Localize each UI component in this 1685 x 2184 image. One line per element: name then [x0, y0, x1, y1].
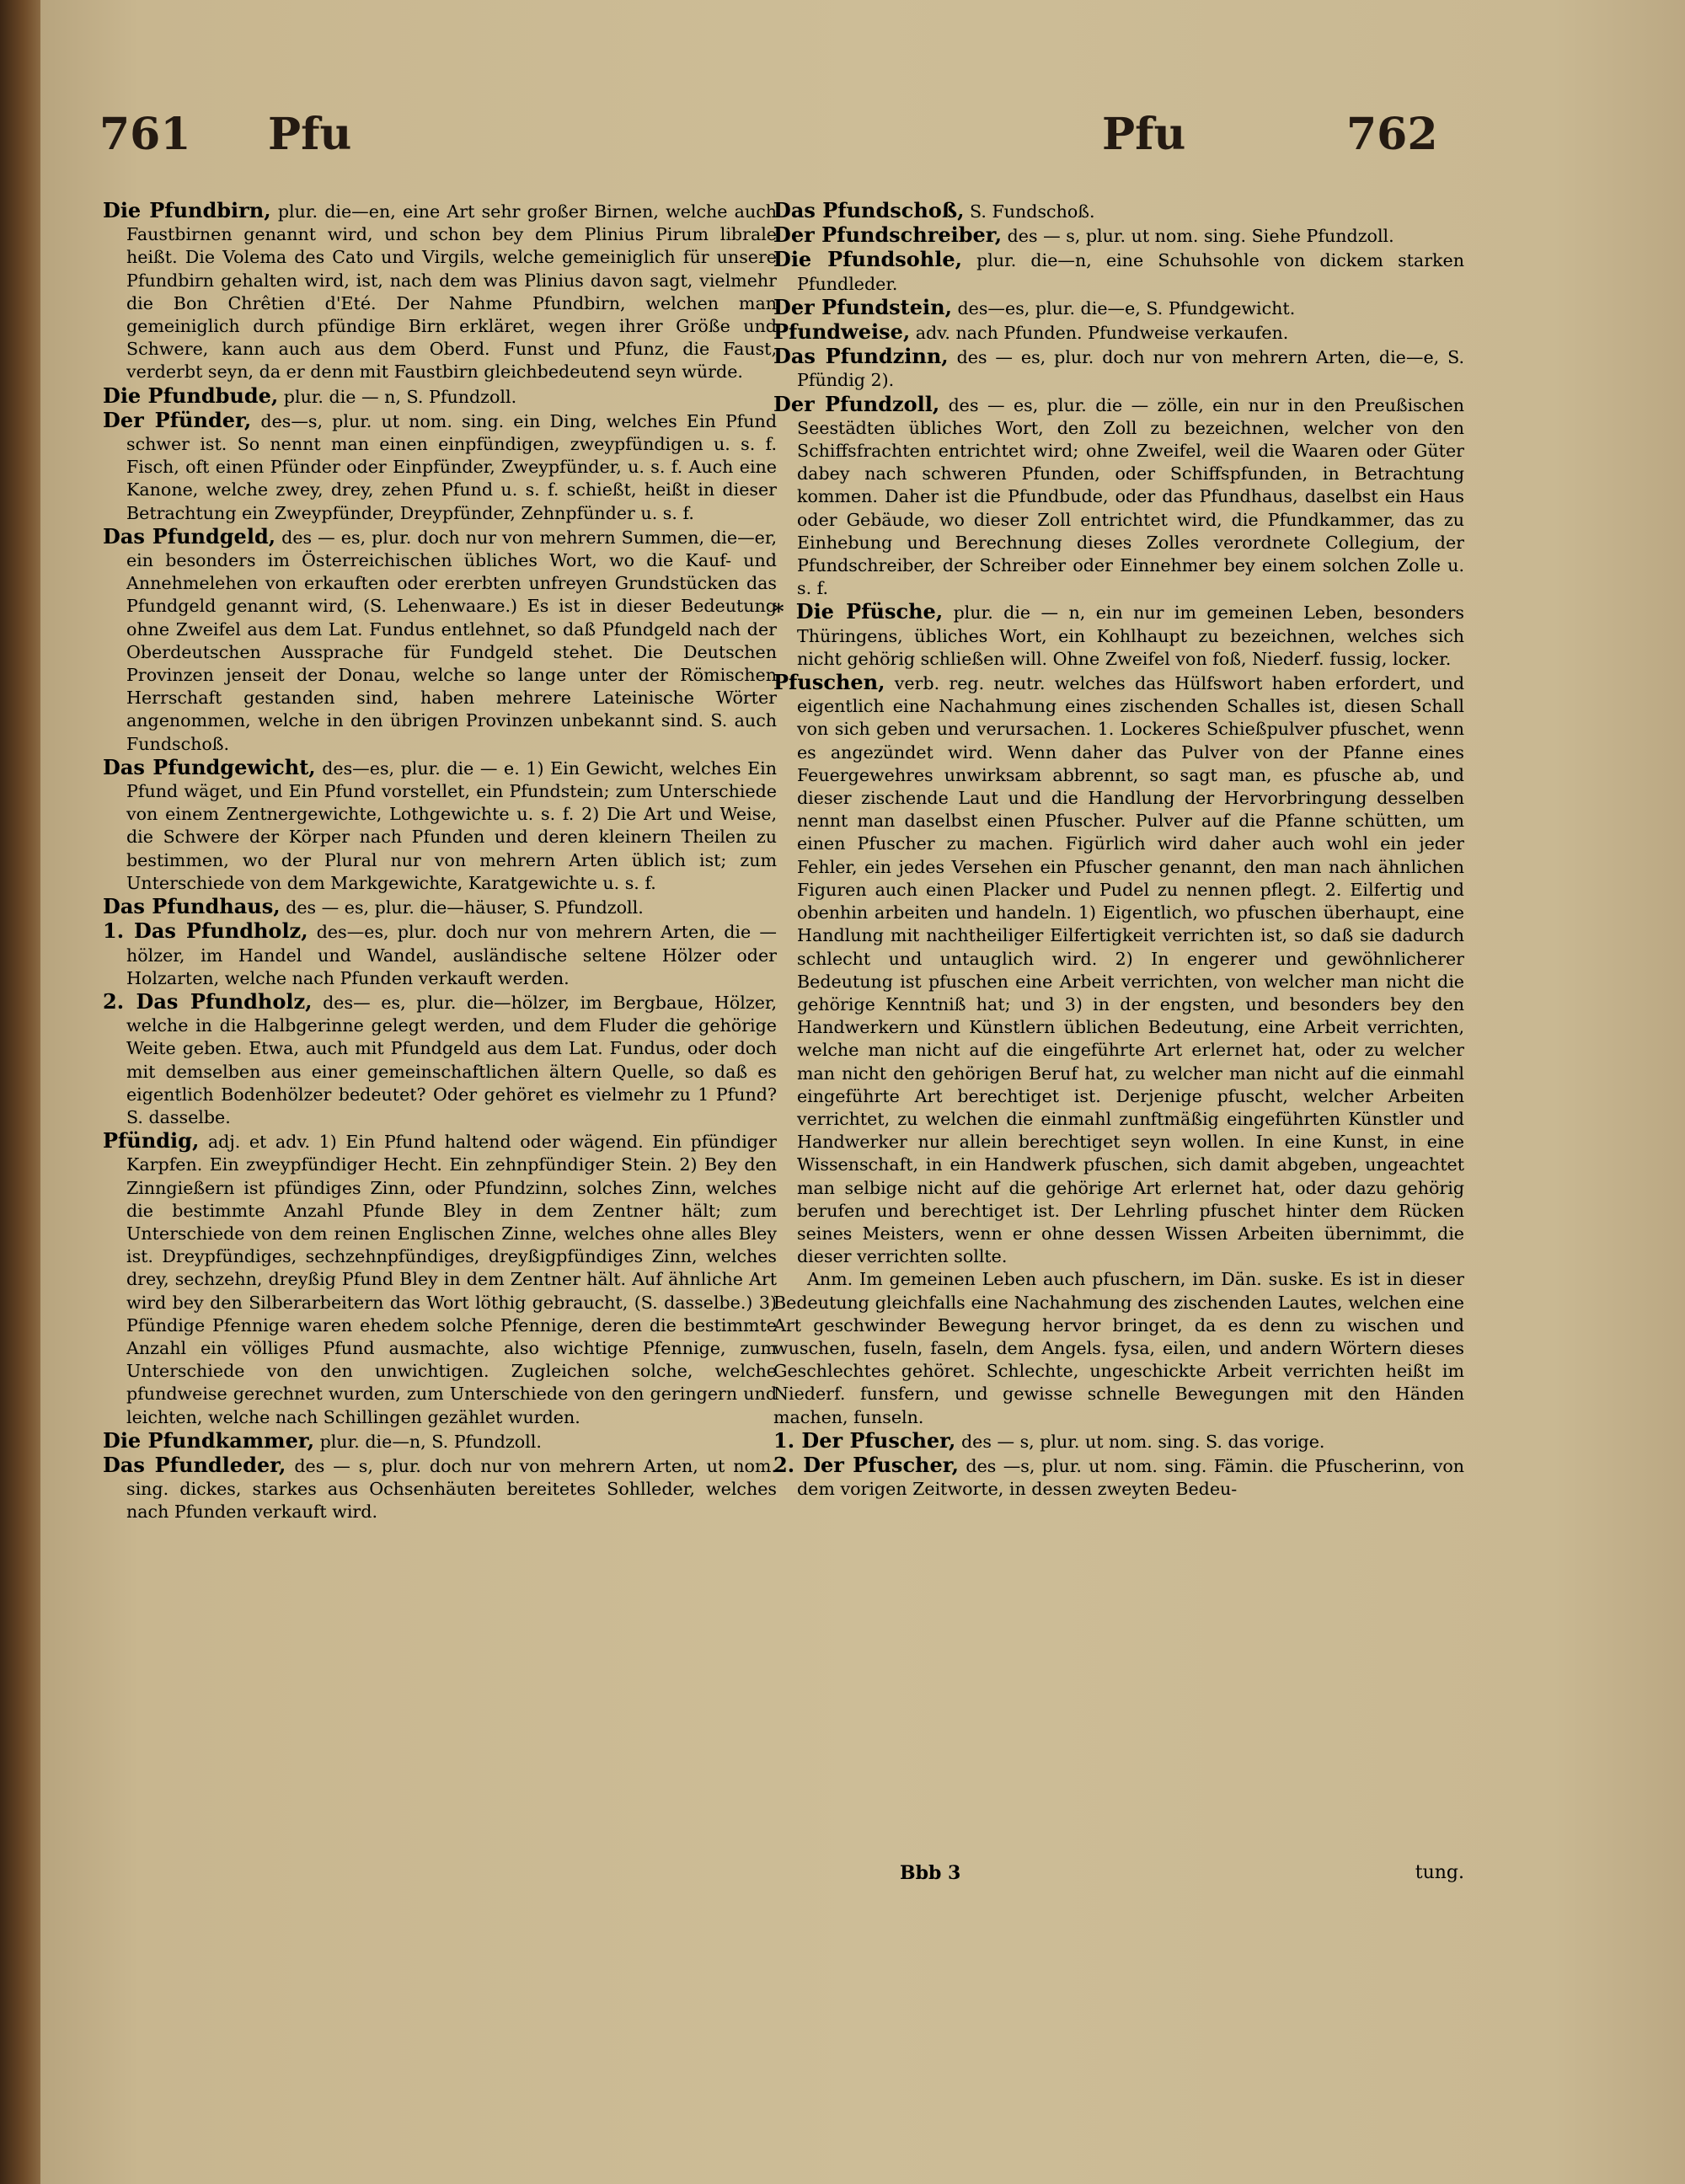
entry-headword: Der Pfünder,	[103, 407, 252, 432]
entry-headword: 1. Der Pfuscher,	[773, 1427, 956, 1453]
entry-definition: plur. die — n, S. Pfundzoll.	[283, 386, 517, 407]
page-header	[40, 108, 1685, 175]
dictionary-entry	[103, 1453, 777, 1524]
right-running-head: Pfu	[1102, 109, 1186, 160]
dictionary-entry	[773, 320, 1464, 345]
dictionary-entry	[103, 199, 777, 384]
entry-headword: Der Pfundstein,	[773, 294, 952, 319]
entry-headword: 2. Der Pfuscher,	[773, 1452, 960, 1477]
entry-definition: des—s, plur. ut nom. sing. ein Ding, welches Ein Pfund schwer ist. So nennt man einen einpfündigen, zweypfündigen u. s. f. Fisch, oft einen Pfünder oder Einpfünder, Zweypfünder, u. s. f. Auch eine Kanone, welche zwey, drey, zehen Pfund u. s. f. schießt, heißt in dieser Betrachtung ein Zweypfünder, Dreypfünder, Zehnpfünder u. s. f.	[126, 410, 778, 523]
entry-headword: Pfundweise,	[773, 319, 911, 345]
book-spine	[0, 0, 40, 2184]
entry-definition: des — s, plur. ut nom. sing. Siehe Pfundzoll.	[1007, 226, 1394, 247]
entry-definition: des —s, plur. ut nom. sing. Fämin. die Pfuscherinn, von dem vorigen Zeitworte, in dessen zweyten Bedeu-	[797, 1455, 1464, 1500]
catchword: tung.	[1415, 1862, 1464, 1883]
entry-headword: Pfündig,	[103, 1128, 200, 1154]
entry-definition: plur. die—n, S. Pfundzoll.	[319, 1431, 542, 1452]
dictionary-entry	[103, 990, 777, 1129]
entry-headword: * Die Pfüsche,	[773, 599, 944, 624]
dictionary-entry	[773, 1429, 1464, 1453]
entry-headword: 1. Das Pfundholz,	[103, 918, 308, 944]
left-page-number: 761	[99, 109, 191, 160]
entry-headword: Das Pfundschoß,	[773, 198, 965, 222]
dictionary-entry	[773, 345, 1464, 392]
entry-headword: Das Pfundgeld,	[103, 523, 276, 549]
dictionary-entry	[103, 384, 777, 409]
entry-definition: adv. nach Pfunden. Pfundweise verkaufen.	[915, 323, 1289, 344]
entry-headword: Pfuschen,	[773, 670, 885, 695]
dictionary-entry	[103, 409, 777, 525]
entry-definition: plur. die — n, ein nur im gemeinen Leben, besonders Thüringens, übliches Wort, ein Kohlhaupt zu bezeichnen, welches sich nicht gehörig schließen will. Ohne Zweifel von foß, Niederf. fussig, locker.	[797, 602, 1465, 669]
dictionary-entry	[103, 525, 777, 756]
entry-definition: adj. et adv. 1) Ein Pfund haltend oder wägend. Ein pfündiger Karpfen. Ein zweypfündiger Hecht. Ein zehnpfündiger Stein. 2) Bey den Zinngießern ist pfündiges Zinn, oder Pfundzinn, solches Zinn, welches die bestimmte Anzahl Pfunde Bley in dem Zentner hält; zum Unterschiede von dem reinen Englischen Zinne, welches ohne alles Bley ist. Dreypfündiges, sechzehnpfündiges, dreyßigpfündiges Zinn, welches drey, sechzehn, dreyßig Pfund Bley in dem Zentner hält. Auf ähnliche Art wird bey den Silberarbeitern das Wort löthig gebraucht, (S. dasselbe.) 3) Pfündige Pfennige waren ehedem solche Pfennige, deren die bestimmte Anzahl ein völliges Pfund ausmachte, also wichtige Pfennige, zum Unterschiede von den unwichtigen. Zugleichen solche, welche pfundweise gerechnet wurden, zum Unterschiede von den geringern und leichten, welche nach Schillingen gezählet wurden.	[126, 1132, 777, 1427]
entry-headword: Das Pfundhaus,	[103, 894, 281, 919]
entry-headword: Der Pfundschreiber,	[773, 222, 1003, 248]
entry-definition: des — es, plur. doch nur von mehrern Summen, die—er, ein besonders im Österreichischen übliches Wort, wo die Kauf- und Annehmelehen von erkauften oder ererbten unfreyen Grundstücken das Pfundgeld genannt wird, (S. Lehenwaare.) Es ist in dieser Bedeutung ohne Zweifel aus dem Lat. Fundus entlehnet, so daß Pfundgeld nach der Oberdeutschen Aussprache für Fundgeld stehet. Die Deutschen Provinzen jenseit der Donau, welche so lange unter der Römischen Herrschaft gestanden sind, haben mehrere Lateinische Wörter angenommen, welche in den übrigen Provinzen unbekannt sind. S. auch Fundschoß.	[126, 527, 777, 754]
entry-definition: des—es, plur. die — e. 1) Ein Gewicht, welches Ein Pfund wäget, und Ein Pfund vorstellet, ein Pfundstein; zum Unterschiede von einem Zentnergewichte, Lothgewichte u. s. f. 2) Die Art und Weise, die Schwere der Körper nach Pfunden und deren kleinern Theilen zu bestimmen, wo der Plural nur von mehrern Arten üblich ist; zum Unterschiede von dem Markgewichte, Karatgewichte u. s. f.	[126, 757, 777, 893]
entry-headword: Der Pfundzoll,	[773, 391, 940, 416]
entry-headword: Die Pfundbirn,	[103, 198, 271, 222]
dictionary-entry	[103, 919, 777, 990]
entry-headword: Das Pfundgewicht,	[103, 754, 316, 779]
dictionary-entry	[773, 296, 1464, 320]
entry-definition: des—es, plur. die—e, S. Pfundgewicht.	[957, 297, 1296, 318]
dictionary-entry	[773, 1453, 1464, 1501]
entry-headword: Die Pfundsohle,	[773, 247, 962, 272]
right-column	[773, 199, 1464, 1501]
left-column	[103, 199, 777, 1524]
dictionary-entry	[773, 199, 1464, 223]
entry-headword: Das Pfundzinn,	[773, 344, 949, 369]
entry-definition: des— es, plur. die—hölzer, im Bergbaue, Hölzer, welche in die Halbgerinne gelegt werden, und dem Fluder die gehörige Weite geben. Etwa, auch mit Pfundgeld aus dem Lat. Fundus, oder doch mit demselben aus einer gemeinschaftlichen ältern Quelle, so daß es eigentlich Bodenhölzer bedeutet? Oder gehöret es vielmehr zu 1 Pfund? S. dasselbe.	[126, 992, 778, 1127]
entry-definition: des — es, plur. die — zölle, ein nur in den Preußischen Seestädten übliches Wort, den Zoll zu bezeichnen, welcher von den Schiffsfrachten entrichtet wird; ohne Zweifel, weil die Waaren oder Güter dabey nach schweren Pfunden, oder Schiffspfunden, in Betrachtung kommen. Daher ist die Pfundbude, oder das Pfundhaus, daselbst ein Haus oder Gebäude, wo dieser Zoll entrichtet wird, die Pfundkammer, das zu Einhebung und Berechnung dieses Zolles verordnete Collegium, der Pfundschreiber, der Schreiber oder Einnehmer bey einem solchen Zolle u. s. f.	[797, 394, 1464, 599]
entry-definition: des — es, plur. doch nur von mehrern Arten, die—e, S. Pfündig 2).	[797, 347, 1465, 391]
dictionary-entry	[103, 1429, 777, 1453]
dictionary-entry	[103, 1129, 777, 1429]
entry-definition: plur. die—en, eine Art sehr großer Birnen, welche auch Faustbirnen genannt wird, und schon bey dem Plinius Pirum librale heißt. Die Volema des Cato und Virgils, welche gemeiniglich für unsere Pfundbirn gehalten wird, ist, nach dem was Plinius davon sagt, vielmehr die Bon Chrêtien d'Eté. Der Nahme Pfundbirn, welchen man gemeiniglich durch pfündige Birn erkläret, wegen ihrer Größe und Schwere, kann auch aus dem Oberd. Funst und Pfunz, die Faust, verderbt seyn, da er denn mit Faustbirn gleichbedeutend seyn würde.	[126, 201, 778, 383]
entry-definition: des—es, plur. doch nur von mehrern Arten, die —hölzer, im Handel und Wandel, ausländische seltene Hölzer oder Holzarten, welche nach Pfunden verkauft werden.	[126, 922, 777, 988]
entry-definition: plur. die—n, eine Schuhsohle von dickem starken Pfundleder.	[797, 250, 1464, 294]
dictionary-entry	[773, 248, 1464, 295]
dictionary-entry	[773, 393, 1464, 601]
entry-definition: des — s, plur. doch nur von mehrern Arten, ut nom. sing. dickes, starkes aus Ochsenhäuten bereitetes Sohlleder, welches nach Pfunden verkauft wird.	[126, 1455, 777, 1523]
entry-headword: 2. Das Pfundholz,	[103, 988, 313, 1014]
entry-definition: S. Fundschoß.	[970, 201, 1095, 222]
annotation-note: Anm. Im gemeinen Leben auch pfuschern, im Dän. suske. Es ist in dieser Bedeutung gleichfalls eine Nachahmung des zischenden Lautes, welchen eine Art geschwinder Bewegung hervor bringet, da es denn zu wischen und wuschen, fuseln, faseln, dem Angels. fysa, eilen, und andern Wörtern dieses Geschlechtes gehöret. Schlechte, ungeschickte Arbeit verrichten heißt im Niederf. funsfern, und gewisse schnelle Bewegungen mit den Händen machen, funseln.	[773, 1269, 1464, 1427]
dictionary-entry	[103, 895, 777, 919]
entry-definition: des — es, plur. die—häuser, S. Pfundzoll.	[286, 897, 644, 918]
left-running-head: Pfu	[268, 109, 352, 160]
entry-headword: Die Pfundkammer,	[103, 1427, 315, 1453]
entry-definition: verb. reg. neutr. welches das Hülfswort haben erfordert, und eigentlich eine Nachahmung eines zischenden Schalles ist, diesen Schall von sich geben und verursachen. 1. Lockeres Schießpulver pfuschet, wenn es angezündet wird. Wenn daher das Pulver von der Pfanne eines Feuergewehres unwirksam abbrennt, so sagt man, es pfusche ab, und dieser zischende Laut und die Handlung der Hervorbringung desselben nennt man daselbst einen Pfuscher. Pulver auf die Pfanne schütten, um einen Pfuscher zu machen. Figürlich wird daher auch wohl ein jeder Fehler, ein jedes Versehen ein Pfuscher genannt, den man nach ähnlichen Figuren auch einen Placker und Pudel zu nennen pflegt. 2. Eilfertig und obenhin arbeiten und handeln. 1) Eigentlich, wo pfuschen überhaupt, eine Handlung mit nachtheiliger Eilfertigkeit verrichten ist, so daß sie dadurch schlecht und untauglich wird. 2) In engerer und gewöhnlicherer Bedeutung ist pfuschen eine Arbeit verrichten, von welcher man nicht die gehörige Kenntniß hat; und 3) in der engsten, und besonders bey den Handwerkern und Künstlern üblichen Bedeutung, eine Arbeit verrichten, welche man nicht auf die eingeführte Art erlernet hat, oder zu welcher man nicht den gehörigen Beruf hat, zu welcher man nicht auf die einmahl eingeführte Art berechtiget ist. Derjenige pfuscht, welcher Arbeiten verrichtet, zu welchen die einmahl zunftmäßig eingeführten Künstler und Handwerker nur allein berechtiget seyn wollen. In eine Kunst, in eine Wissenschaft, in ein Handwerk pfuschen, sich damit abgeben, ungeachtet man selbige nicht auf die gehörige Art erlernet hat, oder dazu gehörig berufen und berechtiget ist. Der Lehrling pfuschet hinter dem Rücken seines Meisters, wenn er ohne dessen Wissen Arbeiten übernimmt, die dieser verrichten sollte.	[797, 673, 1465, 1267]
entry-headword: Das Pfundleder,	[103, 1452, 286, 1477]
signature-mark: Bbb 3	[900, 1862, 961, 1884]
dictionary-entry	[773, 223, 1464, 248]
right-page-number: 762	[1346, 109, 1438, 160]
entry-definition: des — s, plur. ut nom. sing. S. das vorige.	[960, 1431, 1325, 1452]
dictionary-entry	[773, 600, 1464, 671]
page-footer	[773, 1862, 1464, 1889]
dictionary-entry	[103, 756, 777, 895]
entry-headword: Die Pfundbude,	[103, 383, 279, 408]
dictionary-entry	[773, 671, 1464, 1268]
